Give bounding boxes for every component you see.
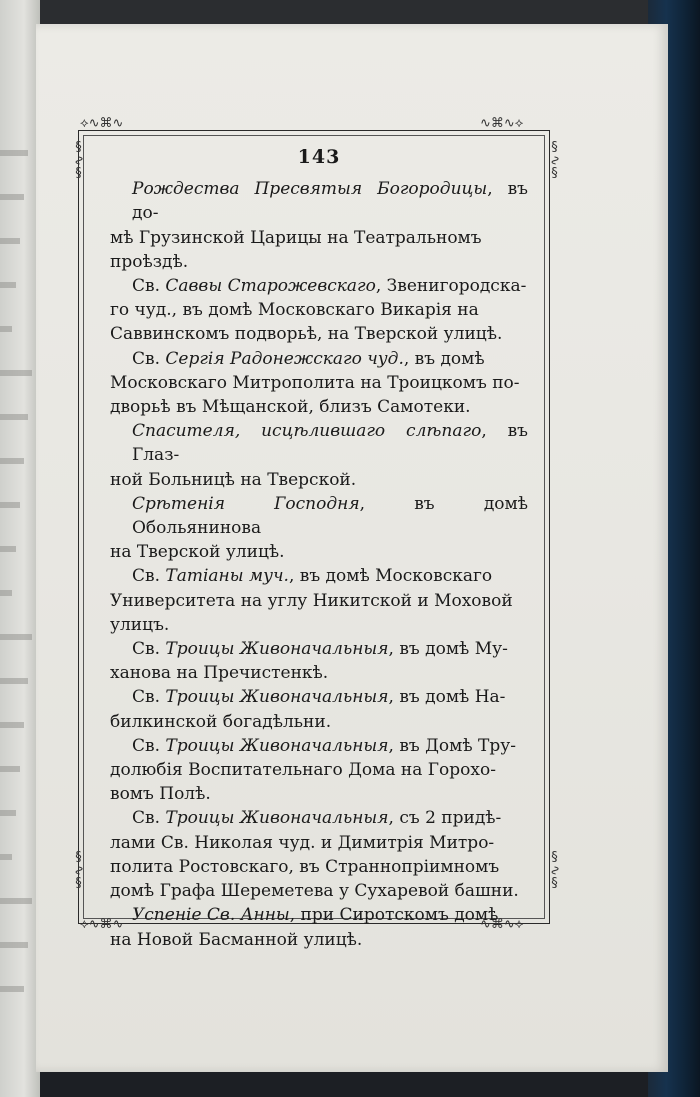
italic-name: Татіаны муч.: [165, 566, 289, 587]
text-run: го чуд., въ домѣ Московскаго Викарія на: [110, 300, 479, 321]
church-entry: [110, 734, 528, 807]
italic-name: Успеніе Св. Анны: [132, 905, 290, 926]
text-line: [110, 492, 528, 540]
text-run: , въ до-: [132, 179, 529, 224]
facing-page-line: [0, 590, 12, 596]
text-run: Св.: [132, 566, 166, 587]
facing-page-line: [0, 898, 32, 904]
ornament-bottom-right: ∿⌘∿⟡: [480, 917, 524, 932]
text-run: долюбія Воспитательнаго Дома на Горохо-: [110, 760, 496, 781]
italic-name: Саввы Старожевскаго: [165, 276, 376, 297]
text-run: билкинской богадѣльни.: [110, 711, 332, 732]
text-line: [110, 637, 528, 661]
facing-page-line: [0, 942, 28, 948]
text-line: [110, 395, 528, 419]
text-line: [110, 419, 528, 467]
facing-page-line: [0, 810, 16, 816]
facing-page-line: [0, 854, 12, 860]
facing-page-line: [0, 370, 32, 376]
text-line: [110, 322, 528, 346]
church-entry: [110, 492, 528, 565]
italic-name: Рождества Пресвятыя Богородицы: [132, 179, 488, 200]
facing-page-line: [0, 326, 12, 332]
text-run: , въ домѣ Му-: [388, 639, 508, 660]
text-line: [110, 564, 528, 588]
text-line: [110, 782, 528, 806]
text-line: [110, 758, 528, 782]
church-entry: [110, 637, 528, 685]
church-list: [110, 177, 528, 952]
facing-page-line: [0, 194, 24, 200]
text-line: [110, 589, 528, 613]
italic-name: Спасителя, исцѣлившаго слѣпаго: [132, 421, 482, 442]
text-line: [110, 928, 528, 952]
ornament-top-right: ∿⌘∿⟡: [480, 116, 524, 131]
text-line: [110, 347, 528, 371]
ornament-left-top: §∿§: [71, 140, 86, 181]
facing-page-line: [0, 678, 28, 684]
ornament-top-left: ⟡∿⌘∿: [80, 116, 124, 131]
facing-page-line: [0, 986, 24, 992]
text-run: Св.: [132, 348, 166, 369]
text-run: мѣ Грузинской Царицы на Театральномъ: [110, 227, 482, 248]
text-run: , въ домѣ Обольянинова: [132, 493, 528, 539]
facing-page-line: [0, 238, 20, 244]
ornament-bottom-left: ⟡∿⌘∿: [80, 917, 124, 932]
text-line: [110, 250, 528, 274]
ornament-left-bottom: §∿§: [71, 850, 86, 891]
italic-name: Троицы Живоначальныя: [165, 735, 389, 756]
text-run: на Тверской улицѣ.: [110, 542, 285, 563]
text-run: , Звенигородска-: [375, 276, 527, 297]
page-number: 143: [297, 146, 341, 168]
text-run: ханова на Пречистенкѣ.: [110, 663, 329, 684]
text-line: [110, 274, 528, 298]
text-run: ной Больницѣ на Тверской.: [110, 469, 357, 490]
text-line: [110, 710, 528, 734]
facing-page-line: [0, 150, 28, 156]
background-top: [0, 0, 700, 26]
italic-name: Троицы Живоначальныя: [165, 808, 389, 829]
text-run: проѣздѣ.: [110, 251, 189, 272]
ornament-right-bottom: §∿§: [547, 850, 562, 891]
text-line: [110, 831, 528, 855]
text-run: полита Ростовскаго, въ Страннопріимномъ: [110, 856, 500, 877]
church-entry: [110, 564, 528, 637]
facing-page-line: [0, 414, 28, 420]
ornament-right-top: §∿§: [547, 140, 562, 181]
text-line: [110, 734, 528, 758]
text-run: Московскаго Митрополита на Троицкомъ по-: [110, 372, 520, 393]
text-run: Саввинскомъ подворьѣ, на Тверской улицѣ.: [110, 324, 503, 345]
italic-name: Троицы Живоначальныя: [165, 687, 389, 708]
text-line: [110, 685, 528, 709]
italic-name: Срѣтенія Господня: [132, 493, 360, 514]
text-run: на Новой Басманной улицѣ.: [110, 929, 363, 950]
text-run: Св.: [132, 276, 166, 297]
text-run: дворьѣ въ Мѣщанской, близъ Самотеки.: [110, 397, 471, 418]
text-line: [110, 613, 528, 637]
facing-page-line: [0, 458, 24, 464]
text-line: [110, 540, 528, 564]
text-run: , съ 2 придѣ-: [388, 808, 502, 829]
church-entry: [110, 685, 528, 733]
facing-page: [0, 0, 40, 1097]
text-line: [110, 855, 528, 879]
text-line: [110, 371, 528, 395]
text-run: , въ Глаз-: [132, 421, 528, 466]
text-line: [110, 298, 528, 322]
text-run: Университета на углу Никитской и Моховой: [110, 590, 513, 611]
text-run: , въ домѣ На-: [388, 687, 506, 708]
church-entry: [110, 177, 528, 274]
text-run: Св.: [132, 639, 166, 660]
facing-page-line: [0, 502, 20, 508]
text-line: [110, 226, 528, 250]
church-entry: [110, 806, 528, 903]
text-line: [110, 468, 528, 492]
church-entry: [110, 419, 528, 492]
text-run: Св.: [132, 808, 166, 829]
text-run: лами Св. Николая чуд. и Димитрія Митро-: [110, 832, 495, 853]
facing-page-line: [0, 282, 16, 288]
text-line: [110, 806, 528, 830]
text-run: Св.: [132, 735, 166, 756]
facing-page-line: [0, 766, 20, 772]
text-run: , въ Домѣ Тру-: [388, 735, 517, 756]
text-run: Св.: [132, 687, 166, 708]
text-run: вомъ Полѣ.: [110, 784, 211, 805]
church-entry: [110, 903, 528, 951]
italic-name: Троицы Живоначальныя: [165, 639, 389, 660]
text-run: , въ домѣ Московскаго: [288, 566, 493, 587]
page-text: [110, 145, 528, 952]
facing-page-line: [0, 634, 32, 640]
text-line: [110, 903, 528, 927]
facing-page-line: [0, 722, 24, 728]
text-line: [110, 661, 528, 685]
text-run: улицъ.: [110, 614, 170, 635]
text-run: домѣ Графа Шереметева у Сухаревой башни.: [110, 881, 519, 902]
text-line: [110, 879, 528, 903]
text-line: [110, 177, 528, 225]
text-run: , при Сиротскомъ домѣ: [289, 905, 499, 926]
facing-page-line: [0, 546, 16, 552]
church-entry: [110, 347, 528, 420]
text-run: , въ домѣ: [403, 348, 485, 369]
church-entry: [110, 274, 528, 347]
italic-name: Сергія Радонежскаго чуд.: [165, 348, 404, 369]
